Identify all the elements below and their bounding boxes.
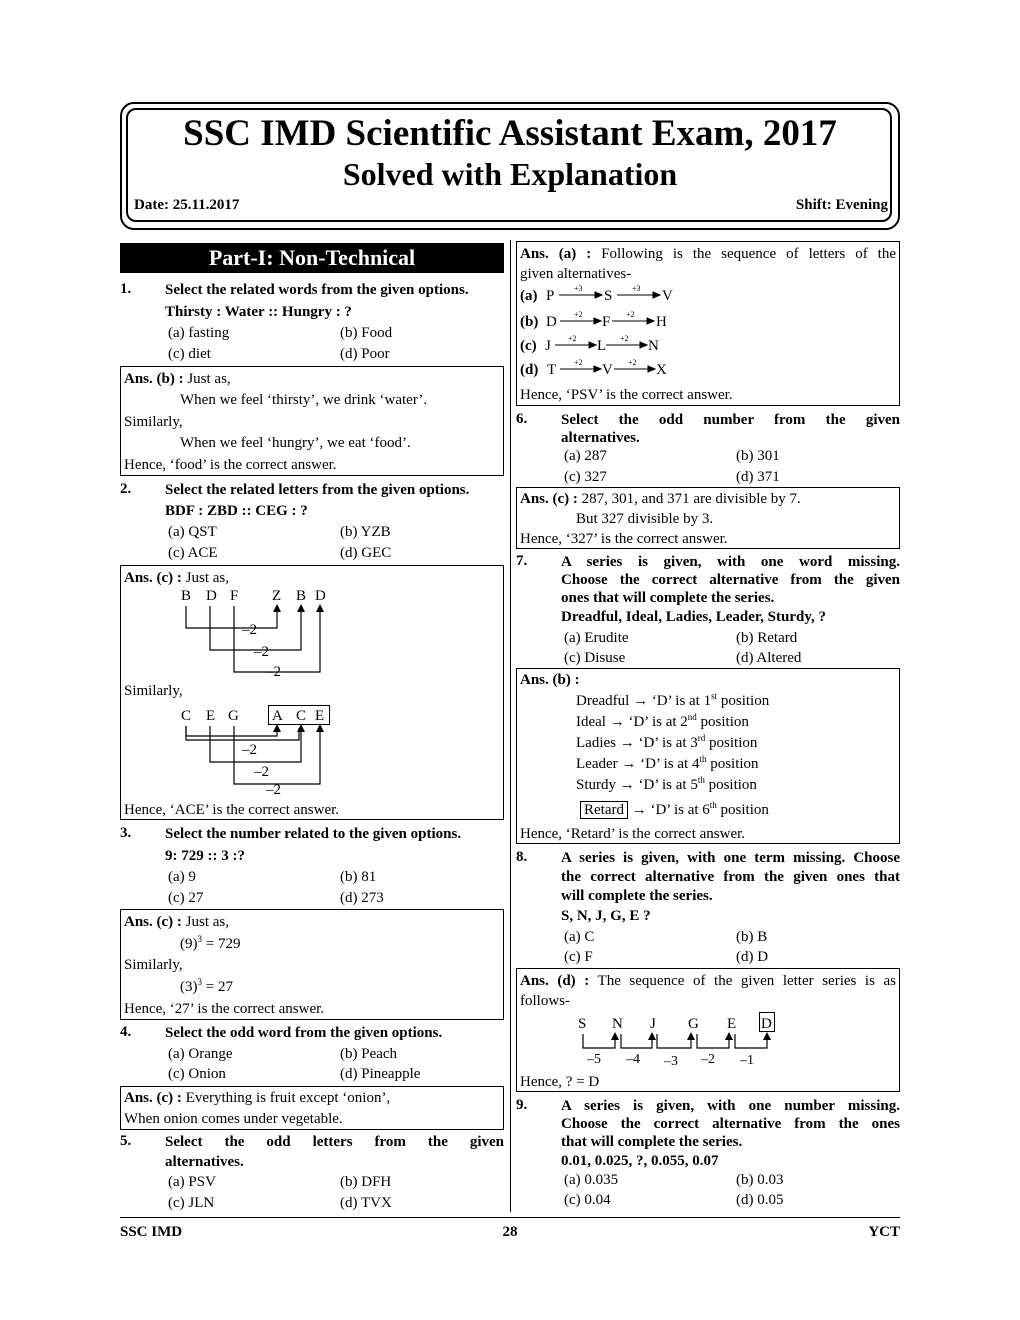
q5-text-line1: Select the odd letters from the given: [165, 1134, 504, 1150]
difference: –3: [664, 1054, 678, 1069]
step-label: +2: [574, 358, 583, 367]
q8-diagram: [516, 1010, 900, 1072]
q7-text-line1: A series is given, with one word missing.: [561, 554, 900, 570]
q9-text-line1: A series is given, with one number missing.: [561, 1098, 900, 1114]
q7-answer-row-4: Leader → ‘D’ is at 4th position: [576, 754, 759, 772]
q4-number: 4.: [120, 1024, 132, 1040]
q8-text-line3: will complete the series.: [561, 888, 713, 904]
q9-option-a: (a) 0.035: [564, 1172, 619, 1188]
column-divider: [510, 240, 511, 1212]
q2-option-c: (c) ACE: [168, 545, 218, 561]
q5-answer-line2: given alternatives-: [520, 266, 632, 282]
q3-option-d: (d) 273: [340, 890, 384, 906]
q7-answer-row-6: Retard → ‘D’ is at 6th position: [580, 800, 769, 820]
q7-prompt: Dreadful, Ideal, Ladies, Leader, Sturdy, ?: [561, 609, 827, 625]
q5-row-b-tag: (b): [520, 314, 539, 330]
minus-two: –2: [266, 782, 281, 798]
q9-text-line2: Choose the correct alternative from the ones: [561, 1116, 900, 1132]
step-label: +2: [568, 334, 577, 343]
letter: T: [547, 362, 557, 378]
q9-option-d: (d) 0.05: [736, 1192, 784, 1208]
q2-connector-lines-bottom: [120, 704, 504, 804]
q2-answer-line1: Ans. (c) : Just as,: [124, 570, 229, 586]
q9-text-line3: that will complete the series.: [561, 1134, 743, 1150]
q7-option-c: (c) Disuse: [564, 650, 626, 666]
q2-answer-hence: Hence, ‘ACE’ is the correct answer.: [124, 802, 340, 818]
q8-text-line2: the correct alternative from the given ones that: [561, 869, 900, 885]
letter: E: [315, 708, 325, 724]
letter: E: [727, 1016, 737, 1032]
q7-option-b: (b) Retard: [736, 630, 798, 646]
q5-row-d-tag: (d): [520, 362, 539, 378]
step-label: +2: [574, 310, 583, 319]
q8-prompt: S, N, J, G, E ?: [561, 908, 651, 924]
q8-answer-line1: Ans. (d) : The sequence of the given letter series is as: [520, 973, 896, 989]
letter: F: [230, 588, 239, 604]
q1-answer-line4: When we feel ‘hungry’, we eat ‘food’.: [180, 435, 411, 451]
letter: D: [206, 588, 217, 604]
q8-option-a: (a) C: [564, 929, 595, 945]
letter: G: [688, 1016, 699, 1032]
q1-answer-line2: When we feel ‘thirsty’, we drink ‘water’.: [180, 392, 428, 408]
letter: D: [546, 314, 557, 330]
q1-option-d: (d) Poor: [340, 346, 390, 362]
q5-number: 5.: [120, 1133, 132, 1149]
q7-answer-label: Ans. (b) :: [520, 672, 580, 688]
q2-answer-similarly: Similarly,: [124, 683, 183, 699]
q3-answer-line2: $(9)^3 = 729$: [180, 934, 241, 952]
q2-diagram-bottom: [120, 704, 504, 804]
q4-text: Select the odd word from the given options.: [165, 1025, 443, 1041]
q6-option-a: (a) 287: [564, 448, 607, 464]
exam-subtitle: Solved with Explanation: [342, 156, 678, 192]
step-label: +3: [632, 284, 641, 293]
letter: C: [296, 708, 307, 724]
q6-text-line2: alternatives.: [561, 430, 640, 446]
q4-option-d: (d) Pineapple: [340, 1066, 421, 1082]
q7-text-line3: ones that will complete the series.: [561, 590, 775, 606]
letter: H: [656, 314, 667, 330]
q4-option-c: (c) Onion: [168, 1066, 226, 1082]
footer-rule: [120, 1217, 900, 1218]
letter: J: [650, 1016, 656, 1032]
difference: –2: [701, 1052, 715, 1067]
q7-option-d: (d) Altered: [736, 650, 802, 666]
step-label: +2: [626, 310, 635, 319]
exam-shift: Shift: Evening: [795, 197, 888, 213]
q6-text-line1: Select the odd number from the given: [561, 412, 900, 428]
q4-answer-line2: When onion comes under vegetable.: [124, 1111, 343, 1127]
q8-option-b: (b) B: [736, 929, 768, 945]
q9-number: 9.: [516, 1097, 528, 1113]
letter: C: [181, 708, 192, 724]
q3-answer-line1: Ans. (c) : Just as,: [124, 914, 229, 930]
letter: N: [648, 338, 659, 354]
letter: S: [578, 1016, 587, 1032]
letter: P: [546, 288, 555, 304]
q5-answer-line1: Ans. (a) : Following is the sequence of letters of the: [520, 246, 896, 262]
footer-left: SSC IMD: [120, 1224, 183, 1240]
q3-number: 3.: [120, 825, 132, 841]
q1-number: 1.: [120, 281, 132, 297]
q7-text-line2: Choose the correct alternative from the given: [561, 572, 900, 588]
q1-answer-line5: Hence, ‘food’ is the correct answer.: [124, 457, 337, 473]
letter: G: [228, 708, 239, 724]
q9-option-c: (c) 0.04: [564, 1192, 611, 1208]
q7-answer-row-3: Ladies → ‘D’ is at 3rd position: [576, 733, 758, 751]
q2-number: 2.: [120, 481, 132, 497]
q8-number: 8.: [516, 849, 528, 865]
q3-option-a: (a) 9: [168, 869, 196, 885]
page-number: 28: [502, 1224, 518, 1240]
q3-answer-line5: Hence, ‘27’ is the correct answer.: [124, 1001, 325, 1017]
q8-option-c: (c) F: [564, 949, 593, 965]
q3-answer-line4: $(3)^3 = 27$: [180, 977, 233, 995]
letter: S: [604, 288, 613, 304]
difference: –4: [626, 1052, 640, 1067]
q1-answer-line3: Similarly,: [124, 414, 183, 430]
q2-diagram-top: [120, 584, 504, 684]
footer-right: YCT: [868, 1224, 900, 1240]
letter: F: [602, 314, 611, 330]
q3-text: Select the number related to the given options.: [165, 826, 462, 842]
letter: E: [206, 708, 216, 724]
q5-option-c: (c) JLN: [168, 1195, 215, 1211]
exam-date: Date: 25.11.2017: [134, 197, 240, 213]
q7-answer-row-2: Ideal → ‘D’ is at 2nd position: [576, 712, 749, 730]
q2-text: Select the related letters from the given options.: [165, 482, 470, 498]
q5-answer-hence: Hence, ‘PSV’ is the correct answer.: [520, 387, 733, 403]
letter: J: [545, 338, 551, 354]
difference: –5: [587, 1052, 601, 1067]
difference: –1: [740, 1053, 754, 1068]
q9-option-b: (b) 0.03: [736, 1172, 784, 1188]
letter: V: [602, 362, 613, 378]
q7-number: 7.: [516, 553, 528, 569]
letter: X: [656, 362, 667, 378]
part-title: Part-I: Non-Technical: [120, 243, 504, 273]
step-label: +2: [628, 358, 637, 367]
minus-two: –2: [242, 622, 257, 638]
minus-two: –2: [254, 644, 269, 660]
q1-option-a: (a) fasting: [168, 325, 230, 341]
q7-answer-row-5: Sturdy → ‘D’ is at 5th position: [576, 775, 757, 793]
q6-answer-line1: Ans. (c) : 287, 301, and 371 are divisible by 7.: [520, 491, 801, 507]
letter: D: [761, 1016, 772, 1032]
q6-answer-line2: But 327 divisible by 3.: [576, 511, 714, 527]
q4-option-a: (a) Orange: [168, 1046, 233, 1062]
letter: A: [272, 708, 283, 724]
q2-option-a: (a) QST: [168, 524, 217, 540]
q5-option-a: (a) PSV: [168, 1174, 216, 1190]
letter: V: [662, 288, 673, 304]
q2-connector-lines-top: [120, 584, 504, 684]
q4-answer-line1: Ans. (c) : Everything is fruit except ‘onion’,: [124, 1090, 391, 1106]
minus-two: –2: [254, 764, 269, 780]
q5-row-c-tag: (c): [520, 338, 537, 354]
q8-option-d: (d) D: [736, 949, 769, 965]
step-label: +3: [574, 284, 583, 293]
minus-two: –2: [266, 664, 281, 680]
q6-option-b: (b) 301: [736, 448, 780, 464]
q6-answer-line3: Hence, ‘327’ is the correct answer.: [520, 531, 728, 547]
minus-two: –2: [242, 742, 257, 758]
q3-option-b: (b) 81: [340, 869, 377, 885]
q3-option-c: (c) 27: [168, 890, 204, 906]
letter: N: [612, 1016, 623, 1032]
q8-text-line1: A series is given, with one term missing. Choose: [561, 850, 900, 866]
q5-row-a-tag: (a): [520, 288, 538, 304]
letter: L: [597, 338, 607, 354]
q3-prompt: 9: 729 :: 3 :?: [165, 848, 245, 864]
q8-answer-line2: follows-: [520, 993, 570, 1009]
q1-prompt: Thirsty : Water :: Hungry : ?: [165, 304, 352, 320]
letter: B: [181, 588, 192, 604]
q4-option-b: (b) Peach: [340, 1046, 398, 1062]
q6-option-c: (c) 327: [564, 469, 607, 485]
step-label: +2: [620, 334, 629, 343]
letter: B: [296, 588, 307, 604]
letter: D: [315, 588, 326, 604]
exam-title: SSC IMD Scientific Assistant Exam, 2017: [183, 113, 837, 154]
q9-prompt: 0.01, 0.025, ?, 0.055, 0.07: [561, 1153, 719, 1169]
q1-text: Select the related words from the given options.: [165, 282, 469, 298]
q6-option-d: (d) 371: [736, 469, 780, 485]
letter: Z: [272, 588, 282, 604]
q7-answer-row-1: Dreadful → ‘D’ is at 1st position: [576, 691, 770, 709]
q2-prompt: BDF : ZBD :: CEG : ?: [165, 503, 308, 519]
q5-option-d: (d) TVX: [340, 1195, 392, 1211]
q1-answer-line1: Ans. (b) : Just as,: [124, 371, 231, 387]
q8-answer-hence: Hence, ? = D: [520, 1074, 600, 1090]
q5-sequence-rows: [520, 284, 720, 384]
q7-answer-hence: Hence, ‘Retard’ is the correct answer.: [520, 826, 746, 842]
q5-text-line2: alternatives.: [165, 1154, 244, 1170]
q7-option-a: (a) Erudite: [564, 630, 629, 646]
q3-answer-line3: Similarly,: [124, 957, 183, 973]
q2-option-b: (b) YZB: [340, 524, 391, 540]
q1-option-b: (b) Food: [340, 325, 393, 341]
q2-option-d: (d) GEC: [340, 545, 392, 561]
q1-option-c: (c) diet: [168, 346, 211, 362]
q6-number: 6.: [516, 411, 528, 427]
q5-option-b: (b) DFH: [340, 1174, 392, 1190]
